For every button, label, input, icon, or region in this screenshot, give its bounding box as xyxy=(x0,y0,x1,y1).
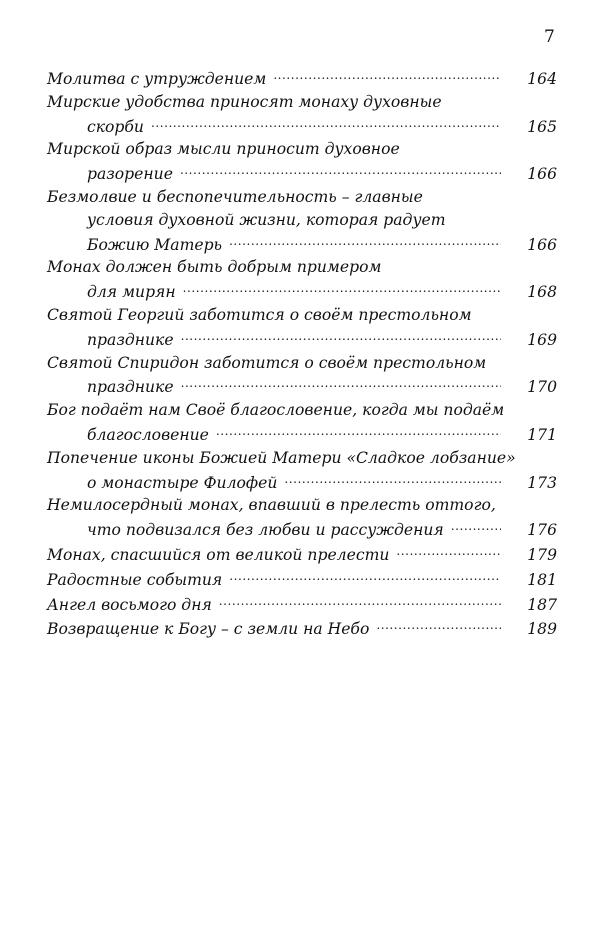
toc-entry-title-cont: скорби xyxy=(87,117,144,136)
toc-entry-title: Святой Спиридон заботится о своём престольном xyxy=(47,353,487,372)
toc-entry[interactable] xyxy=(47,447,557,495)
dot-leader xyxy=(181,374,502,392)
toc-entry-page: 176 xyxy=(527,521,557,540)
toc-entry[interactable] xyxy=(47,138,557,186)
toc-entry[interactable] xyxy=(47,186,557,256)
toc-entry-page: 166 xyxy=(527,165,557,184)
toc-entry-page: 165 xyxy=(527,117,557,136)
toc-entry-title: Молитва с утруждением xyxy=(47,70,267,88)
toc-entry-title: Бог подаёт нам Своё благословение, когда мы подаём xyxy=(47,401,505,420)
dot-leader xyxy=(216,422,501,440)
dot-leader xyxy=(180,161,501,179)
dot-leader xyxy=(183,279,502,297)
toc-entry[interactable] xyxy=(47,304,557,352)
toc-entry-title-cont: что подвизался без любви и рассуждения xyxy=(87,521,444,540)
dot-leader xyxy=(229,232,501,250)
toc-entry-title-cont: разорение xyxy=(87,165,173,184)
dot-leader xyxy=(451,517,501,535)
toc-entry-page: 166 xyxy=(527,235,557,254)
toc-entry-page: 181 xyxy=(527,570,557,589)
toc-entry-title-cont: празднике xyxy=(87,330,174,349)
toc-entry[interactable] xyxy=(47,352,557,400)
toc-entry-page: 169 xyxy=(527,330,557,349)
toc-entry-title: Ангел восьмого дня xyxy=(47,595,212,614)
toc-entry-page: 173 xyxy=(527,473,557,492)
toc-entry[interactable] xyxy=(47,91,557,139)
dot-leader xyxy=(284,470,501,488)
dot-leader xyxy=(396,542,501,560)
toc-entry-page: 168 xyxy=(527,283,557,302)
toc-entry-title: Монах должен быть добрым примером xyxy=(47,258,382,277)
toc-entry-page: 170 xyxy=(527,378,557,397)
toc-entry[interactable] xyxy=(47,494,557,542)
toc-entry-title-cont: празднике xyxy=(87,378,174,397)
toc-entry-page: 164 xyxy=(527,70,557,88)
toc-entry-page: 171 xyxy=(527,425,557,444)
toc-entry-page: 189 xyxy=(527,620,557,639)
dot-leader xyxy=(376,616,501,634)
toc-entry-title: Монах, спасшийся от великой прелести xyxy=(47,545,390,564)
dot-leader xyxy=(273,66,501,84)
toc-entry-title-cont: благословение xyxy=(87,425,209,444)
toc-entry-title: Радостные события xyxy=(47,570,223,589)
toc-entry-title: Попечение иконы Божией Матери «Сладкое лобзание» xyxy=(47,448,516,467)
toc-entry[interactable] xyxy=(47,66,557,91)
table-of-contents xyxy=(47,66,557,641)
dot-leader xyxy=(229,567,501,585)
page-number: 7 xyxy=(544,27,555,47)
toc-entry-title: Святой Георгий заботится о своём престольном xyxy=(47,305,472,324)
toc-entry[interactable] xyxy=(47,567,557,592)
toc-entry-title: Безмолвие и беспопечительность – главные xyxy=(47,187,423,206)
toc-entry[interactable] xyxy=(47,256,557,304)
toc-entry-page: 179 xyxy=(527,545,557,564)
toc-entry[interactable] xyxy=(47,592,557,617)
toc-entry-title: Возвращение к Богу – с земли на Небо xyxy=(47,620,370,639)
toc-entry-title: Мирские удобства приносят монаху духовные xyxy=(47,92,442,111)
toc-entry[interactable] xyxy=(47,616,557,641)
dot-leader xyxy=(181,327,502,345)
toc-entry[interactable] xyxy=(47,542,557,567)
toc-entry-title-cont: условия духовной жизни, которая радует xyxy=(87,210,446,229)
toc-entry-title-cont: о монастыре Филофей xyxy=(87,473,278,492)
dot-leader xyxy=(219,592,501,610)
toc-entry-title-cont: Божию Матерь xyxy=(87,235,223,254)
toc-entry-title: Мирской образ мысли приносит духовное xyxy=(47,140,400,159)
toc-entry-page: 187 xyxy=(527,595,557,614)
toc-entry[interactable] xyxy=(47,399,557,447)
dot-leader xyxy=(151,114,501,132)
toc-entry-title: Немилосердный монах, впавший в прелесть оттого, xyxy=(47,496,496,515)
toc-entry-title-cont: для мирян xyxy=(87,283,176,302)
